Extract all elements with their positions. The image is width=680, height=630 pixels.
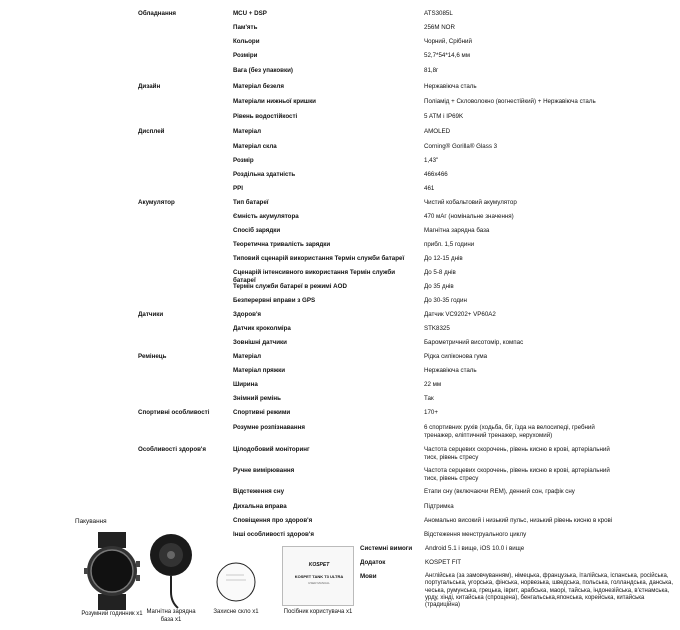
spec-name: Здоров'я [233, 311, 262, 318]
app-value: KOSPET FIT [425, 559, 461, 566]
spec-name: MCU + DSP [233, 10, 267, 17]
spec-name: PPI [233, 185, 243, 192]
spec-value: 6 спортивних рухів (ходьба, біг, їзда на велосипеді, гребний тренажер, еліптичний тренажер, нерухомий) [424, 424, 595, 439]
spec-name: Термін служби батареї в режимі AOD [233, 283, 347, 290]
spec-category: Датчики [138, 311, 164, 318]
spec-name: Сповіщення про здоров'я [233, 517, 313, 524]
spec-name: Ємність акумулятора [233, 213, 299, 220]
spec-value: Барометричний висотомір, компас [424, 339, 524, 346]
spec-value: 52,7*54*14,6 мм [424, 52, 471, 59]
spec-value: Чистий кобальтовий акумулятор [424, 199, 517, 206]
spec-value: Відстеження менструального циклу [424, 531, 527, 538]
spec-name: Вага (без упаковки) [233, 67, 293, 74]
languages-value: Англійська (за замовчуванням), німецька, французька, італійська, іспанська, російська, португальська, угорська, фінська, норвезька, шведська, польська, голландська, данська, чеська, румунська, грецька, іврит, арабська, маорі, тайська, індонезійська, в'єтнамська, урду, хінді, китайська (спрощена), бенгальська,японська, корейська, китайська (традиційна) [425, 573, 674, 609]
spec-name: Зовнішні датчики [233, 339, 287, 346]
spec-name: Кольори [233, 38, 260, 45]
spec-name: Розмір [233, 157, 254, 164]
app-name: Додаток [360, 559, 386, 566]
spec-name: Дихальна вправа [233, 503, 287, 510]
spec-value: До 5-8 днів [424, 269, 456, 276]
spec-value: До 35 днів [424, 283, 454, 290]
spec-value: Corning® Gorilla® Glass 3 [424, 143, 498, 150]
spec-value: Поліамід + Скловолокно (вогнестійкий) + Нержавіюча сталь [424, 98, 596, 105]
spec-name: Інші особливості здоров'я [233, 531, 314, 538]
spec-name: Пам'ять [233, 24, 258, 31]
spec-value: прибл. 1,5 години [424, 241, 475, 248]
protective-glass-image [214, 560, 258, 604]
spec-value: 461 [424, 185, 435, 192]
packaging-title: Пакування [75, 518, 107, 525]
spec-value: 466x466 [424, 171, 448, 178]
spec-name: Типовий сценарій використання Термін служби батареї [233, 255, 405, 262]
spec-name: Ручне вимірювання [233, 467, 295, 474]
spec-value: Аномально високий і низький пульс, низький рівень кисню в крові [424, 517, 613, 524]
spec-value: AMOLED [424, 128, 451, 135]
spec-name: Знімний ремінь [233, 395, 281, 402]
manual-title: KOSPET TANK T3 ULTRA [294, 574, 344, 579]
spec-value: 170+ [424, 409, 438, 416]
spec-name: Матеріал безеля [233, 83, 284, 90]
spec-value: 256M NOR [424, 24, 455, 31]
system-requirements-value: Android 5.1 і вище, iOS 10.0 і вище [425, 545, 525, 552]
spec-name: Розміри [233, 52, 258, 59]
spec-name: Безперервні вправи з GPS [233, 297, 316, 304]
spec-value: До 30-35 годин [424, 297, 467, 304]
spec-value: 1,43" [424, 157, 439, 164]
spec-name: Сценарій інтенсивного використання Термін служби батареї [233, 269, 396, 284]
spec-name: Роздільна здатність [233, 171, 296, 178]
spec-value: Підтримка [424, 503, 454, 510]
spec-category: Спортивні особливості [138, 409, 210, 416]
spec-value: 5 ATM і IP69K [424, 113, 464, 120]
spec-name: Спосіб зарядки [233, 227, 281, 234]
spec-value: 22 мм [424, 381, 442, 388]
manual-brand: KOSPET [308, 562, 330, 568]
spec-value: До 12-15 днів [424, 255, 463, 262]
packaging-label-watch: Розумний годинник x1 [81, 611, 143, 617]
spec-value: Нержавіюча сталь [424, 83, 477, 90]
packaging-label-glass: Захисне скло x1 [213, 609, 259, 615]
charger-image [148, 530, 194, 612]
spec-value: 81,8г [424, 67, 439, 74]
spec-value: Етапи сну (включаючи REM), денний сон, графік сну [424, 488, 575, 495]
spec-value: Рідка силіконова гума [424, 353, 488, 360]
spec-category: Дисплей [138, 128, 165, 135]
spec-name: Матеріал пряжки [233, 367, 286, 374]
spec-value: Частота серцевих скорочень, рівень кисню в крові, артеріальний тиск, рівень стресу [424, 467, 610, 482]
spec-name: Цілодобовий моніторинг [233, 446, 310, 453]
user-manual-image [282, 546, 354, 606]
spec-value: Магнітна зарядна база [424, 227, 490, 234]
spec-value: Датчик VC9202+ VP60A2 [424, 311, 496, 318]
spec-name: Розумне розпізнавання [233, 424, 305, 431]
manual-subtitle: USER MANUAL [308, 581, 330, 585]
spec-value: STK8325 [424, 325, 450, 332]
spec-name: Відстеження сну [233, 488, 285, 495]
packaging-label-charger: Магнітна зарядна база x1 [146, 609, 196, 623]
spec-name: Матеріали нижньої кришки [233, 98, 316, 105]
spec-value: Чорний, Срібний [424, 38, 472, 45]
spec-name: Теоретична тривалість зарядки [233, 241, 331, 248]
spec-category: Обладнання [138, 10, 177, 17]
spec-name: Спортивні режими [233, 409, 291, 416]
spec-category: Особливості здоров'я [138, 446, 206, 453]
spec-name: Тип батареї [233, 199, 269, 206]
spec-name: Матеріал [233, 128, 262, 135]
spec-value: Частота серцевих скорочень, рівень кисню в крові, артеріальний тиск, рівень стресу [424, 446, 610, 461]
spec-category: Акумулятор [138, 199, 175, 206]
spec-value: 470 мАг (номінальне значення) [424, 213, 514, 220]
system-requirements-name: Системні вимоги [360, 545, 413, 552]
packaging-label-manual: Посібник користувача x1 [283, 609, 353, 615]
watch-image [82, 532, 142, 610]
spec-name: Ширина [233, 381, 258, 388]
spec-value: Так [424, 395, 434, 402]
spec-value: Нержавіюча сталь [424, 367, 477, 374]
spec-name: Матеріал [233, 353, 262, 360]
spec-value: ATS3085L [424, 10, 453, 17]
spec-name: Датчик кроколміра [233, 325, 291, 332]
languages-name: Мови [360, 573, 377, 580]
spec-category: Дизайн [138, 83, 161, 90]
spec-category: Ремінець [138, 353, 167, 360]
spec-name: Рівень водостійкості [233, 113, 298, 120]
spec-name: Матеріал скла [233, 143, 277, 150]
